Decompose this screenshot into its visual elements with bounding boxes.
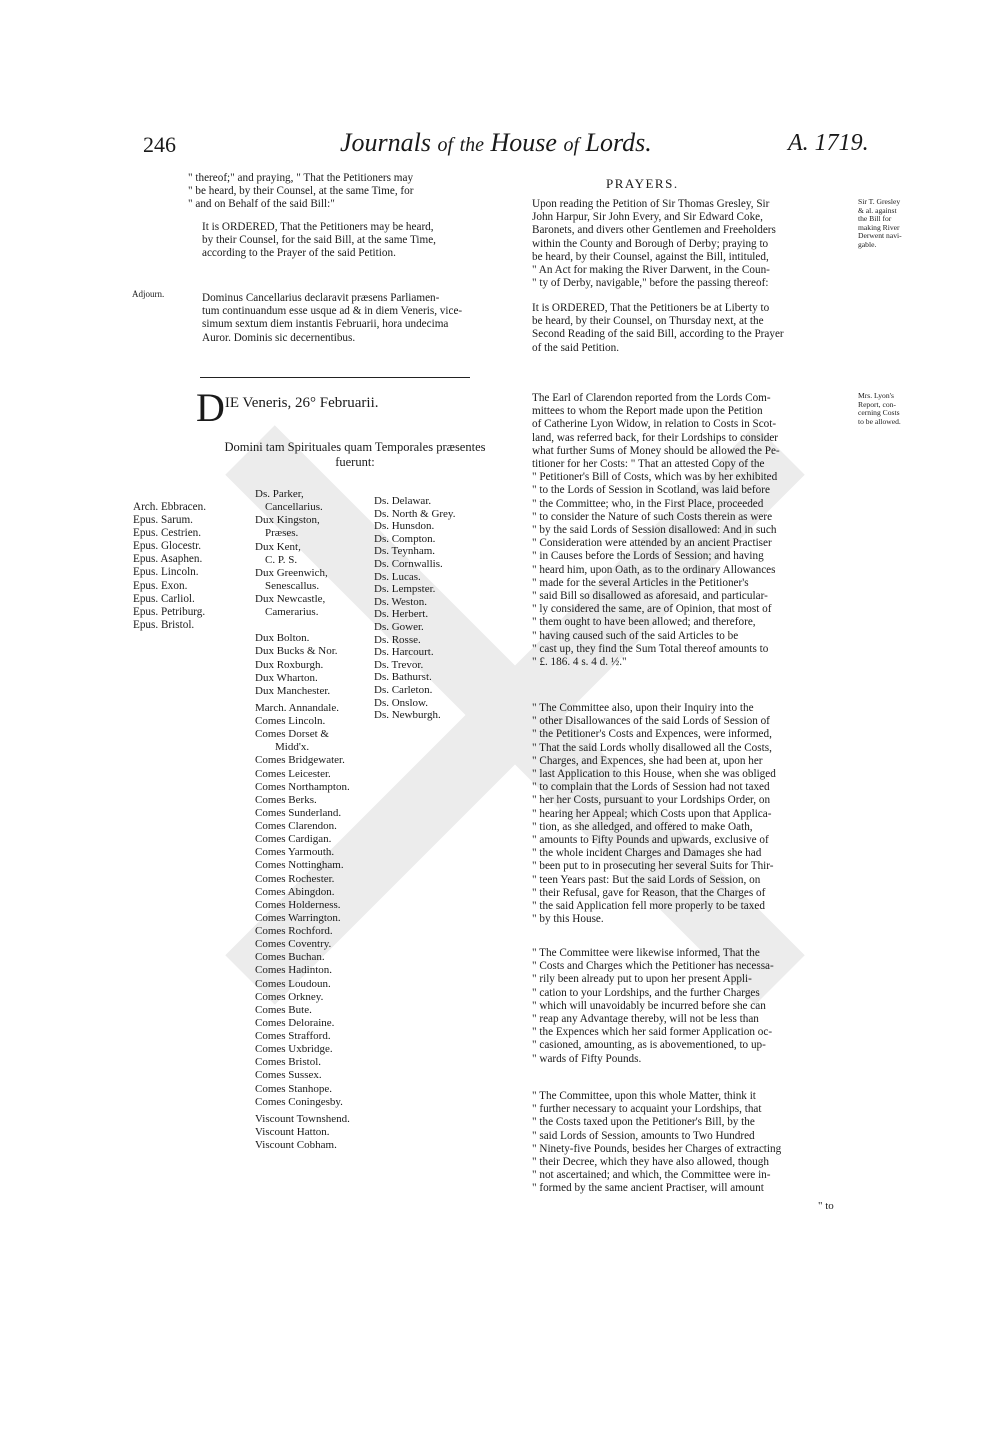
adjourn-margin-note: Adjourn.	[132, 289, 165, 299]
list-item: Comes Sussex.	[255, 1069, 322, 1082]
list-item: Comes Warrington.	[255, 911, 341, 924]
list-item: Dux Manchester.	[255, 684, 331, 697]
list-item: Epus. Carliol.	[133, 592, 195, 605]
barons-list	[374, 495, 455, 722]
list-item: Dux Bolton.	[255, 632, 310, 645]
list-item: Midd'x.	[275, 741, 310, 754]
list-item: Præses.	[265, 527, 299, 540]
list-item: Comes Nottingham.	[255, 859, 344, 872]
list-item: Comes Bristol.	[255, 1056, 322, 1069]
list-item: Epus. Cestrien.	[133, 527, 202, 540]
order-paragraph-2: It is ORDERED, That the Petitioners be at Liberty to be heard, by their Counsel, on Thursday next, at the Second Reading of the said Bill, according to the Prayer of the said Petition.	[532, 302, 784, 354]
list-item: Comes Lincoln.	[255, 715, 326, 727]
list-item: Comes Orkney.	[255, 990, 324, 1003]
list-item: Comes Rochford.	[255, 925, 333, 937]
sitting-date-heading	[196, 385, 379, 430]
list-item: Comes Clarendon.	[255, 820, 337, 832]
list-item: Comes Rochester.	[255, 872, 335, 885]
list-item: Epus. Asaphen.	[133, 553, 203, 566]
title-of: of	[437, 134, 454, 156]
list-item: Ds. Onslow.	[374, 696, 428, 709]
list-item: Ds. Harcourt.	[374, 646, 434, 659]
title-the: the	[459, 134, 484, 156]
list-item: Comes Cardigan.	[255, 833, 332, 846]
list-item: Ds. Carleton.	[374, 683, 433, 696]
list-item: Comes Hadinton.	[255, 964, 332, 977]
drop-cap: D	[196, 385, 225, 430]
list-item: Viscount Townshend.	[255, 1112, 350, 1125]
list-item: C. P. S.	[265, 553, 298, 566]
title-of2: of	[563, 134, 579, 156]
list-item: Ds. Lempster.	[374, 583, 436, 596]
list-item: Comes Uxbridge.	[255, 1043, 333, 1056]
gresley-margin-note: Sir T. Gresley & al. against the Bill for making River Derwent navi- gable.	[858, 197, 902, 249]
list-item: Comes Yarmouth.	[255, 846, 335, 859]
journal-title	[340, 128, 652, 158]
list-item: Comes Coventry.	[255, 938, 332, 951]
list-item: Comes Dorset &	[255, 728, 329, 741]
section-divider	[200, 377, 470, 378]
page-year: A. 1719.	[788, 130, 869, 156]
committee-paragraph-3: " The Committee, upon this whole Matter, think it " further necessary to acquaint your Lordships, that " the Costs taxed upon the Petitioner's Bill, by the " said Lords of Session, amounts to Two Hundred " Ninety-five Pounds, besides her Charges of extracting " their Decree, which they have also allowed, though " not ascertained; and which, the Committee were in- " formed by the same ancient Practiser, will amount	[532, 1090, 782, 1195]
list-item: Cancellarius.	[265, 501, 323, 514]
list-item: Ds. Delawar.	[374, 495, 432, 507]
prayers-heading: PRAYERS.	[606, 176, 679, 191]
list-item: Dux Kent,	[255, 540, 301, 553]
list-item: Dux Newcastle,	[255, 593, 326, 605]
list-item: Epus. Glocestr.	[133, 540, 202, 553]
list-item: Comes Strafford.	[255, 1030, 331, 1042]
committee-paragraph-2: " The Committee were likewise informed, That the " Costs and Charges which the Petitioner has necessa- " rily been already put to upon her present Appli- " cation to your Lordships, and the further Charges " which will unavoidably be incurred before she can " reap any Advantage thereby, will not be less than " the Expences which her said former Application oc- " casioned, amounting, as is abovementioned, to up- " wards of Fifty Pounds.	[532, 947, 774, 1065]
list-item: Ds. Trevor.	[374, 658, 424, 671]
list-item: Dux Wharton.	[255, 671, 318, 684]
list-item: Comes Abingdon.	[255, 885, 335, 898]
list-item: Viscount Hatton.	[255, 1125, 330, 1138]
list-item: Comes Deloraine.	[255, 1016, 335, 1029]
peers-list	[255, 488, 373, 1152]
list-item: Ds. Gower.	[374, 620, 424, 633]
list-item: Arch. Ebbracen.	[133, 501, 206, 513]
title-lords: Lords.	[585, 128, 652, 157]
lyon-margin-note: Mrs. Lyon's Report, con- cerning Costs to be allowed.	[858, 391, 901, 426]
list-item: Ds. North & Grey.	[374, 507, 456, 520]
page-number: 246	[143, 132, 176, 157]
list-item: Epus. Petriburg.	[133, 605, 206, 618]
list-item: Ds. Cornwallis.	[374, 557, 443, 570]
list-item: Ds. Compton.	[374, 532, 436, 545]
list-item: Ds. Herbert.	[374, 608, 429, 621]
sitting-date-text: IE Veneris, 26° Februarii.	[224, 395, 379, 411]
bishops-list	[133, 501, 206, 632]
list-item: Dux Greenwich,	[255, 566, 328, 579]
list-item: Dux Kingston,	[255, 514, 320, 527]
committee-paragraph-1: " The Committee also, upon their Inquiry into the " other Disallowances of the said Lords of Session of " the Petitioner's Costs and Expences, were informed, " That the said Lords wholly disallowed all the Costs, " Charges, and Expences, she had been at, upon her " last Application to this House, when she was obliged " to complain that the Lords of Session had not taxed " her her Costs, pursuant to your Lordships Order, on " hearing her Appeal; which Costs upon that Applica- " tion, as she alledged, and offered to make Oath, " amounts to Fifty Pounds and upwards, exclusive of " the whole incident Charges and Damages she had " been put to in prosecuting her several Suits for Thir- " teen Years past: But the said Lords of Session, on " their Refusal, gave for Reason, that the Charges of " the said Application fell more properly to be taxed " by this House.	[532, 702, 776, 926]
clarendon-report: The Earl of Clarendon reported from the Lords Com- mittees to whom the Report made upon the Petition of Catherine Lyon Widow, in relation to Costs in Scot- land, was referred back, for their Lordships to consider what further Sums of Money should be allowed the Pe- titioner for her Costs: " That an attested Copy of the " Petitioner's Bill of Costs, which was by her exhibited " to the Lords of Session in Scotland, was laid before " the Committee; who, in the First Place, proceeded " to consider the Nature of such Costs therein as were " by the said Lords of Session disallowed: And in such " Consideration were attended by an ancient Practiser " in Causes before the Lords of Session; and having " heard him, upon Oath, as to the ordinary Allowances " made for the several Articles in the Petitioner's " said Bill so disallowed as aforesaid, and particular- " ly considered the same, are of Opinion, that most of " them ought to have been allowed; and therefore, " having caused such of the said Articles to be " cast up, they find the Sum Total thereof amounts to " £. 186. 4 s. 4 d. ½."	[532, 392, 780, 669]
list-item: Camerarius.	[265, 606, 319, 619]
list-item: Dux Roxburgh.	[255, 658, 324, 671]
list-item: Ds. Hunsdon.	[374, 520, 435, 533]
list-item: Comes Buchan.	[255, 951, 325, 964]
list-item: Comes Leicester.	[255, 767, 331, 780]
list-item: Epus. Bristol.	[133, 618, 195, 631]
title-house: House	[490, 128, 557, 157]
catchword: " to	[818, 1200, 834, 1212]
list-item: Senescallus.	[265, 579, 320, 592]
list-item: Ds. Weston.	[374, 595, 427, 608]
list-item: Epus. Lincoln.	[133, 566, 199, 579]
title-journals: Journals	[340, 128, 431, 157]
list-item: Ds. Lucas.	[374, 570, 421, 583]
list-item: Comes Bridgewater.	[255, 754, 345, 767]
list-item: Ds. Parker,	[255, 488, 304, 500]
list-item: Comes Berks.	[255, 793, 317, 806]
order-paragraph: It is ORDERED, That the Petitioners may be heard, by their Counsel, for the said Bill, at the same Time, according to the Prayer of the said Petition.	[202, 221, 436, 260]
adjourn-paragraph: Dominus Cancellarius declaravit præsens Parliamen- tum continuandum esse usque ad & in diem Veneris, vice- simum sextum diem instantis Februarii, hora undecima Auror. Dominis sic decernentibus.	[202, 292, 463, 344]
list-item: Ds. Rosse.	[374, 633, 421, 646]
list-item: Epus. Sarum.	[133, 514, 193, 527]
list-item: Ds. Teynham.	[374, 545, 436, 558]
list-item: Ds. Newburgh.	[374, 709, 441, 722]
list-item: Viscount Cobham.	[255, 1139, 337, 1151]
list-item: Comes Coningesby.	[255, 1095, 343, 1108]
list-item: Comes Sunderland.	[255, 806, 342, 819]
list-item: Ds. Bathurst.	[374, 671, 432, 684]
list-item: March. Annandale.	[255, 701, 339, 714]
list-item: Comes Bute.	[255, 1003, 312, 1016]
list-item: Comes Stanhope.	[255, 1082, 332, 1095]
gresley-petition: Upon reading the Petition of Sir Thomas Gresley, Sir John Harpur, Sir John Every, and Sir Edward Coke, Baronets, and divers other Gentlemen and Freeholders within the County and Borough of Derby; praying to be heard, by their Counsel, against the Bill, intituled, " An Act for making the River Darwent, in the Coun- " ty of Derby, navigable," before the passing thereof:	[532, 198, 776, 290]
list-item: Comes Northampton.	[255, 780, 350, 793]
list-item: Dux Bucks & Nor.	[255, 645, 338, 658]
petition-ending: " thereof;" and praying, " That the Petitioners may " be heard, by their Counsel, at the same Time, for " and on Behalf of the said Bill:"	[188, 172, 414, 211]
list-item: Epus. Exon.	[133, 579, 188, 592]
list-item: Comes Holderness.	[255, 898, 341, 911]
list-item: Comes Loudoun.	[255, 977, 331, 990]
present-heading: Domini tam Spirituales quam Temporales præsentes fuerunt:	[224, 440, 486, 469]
